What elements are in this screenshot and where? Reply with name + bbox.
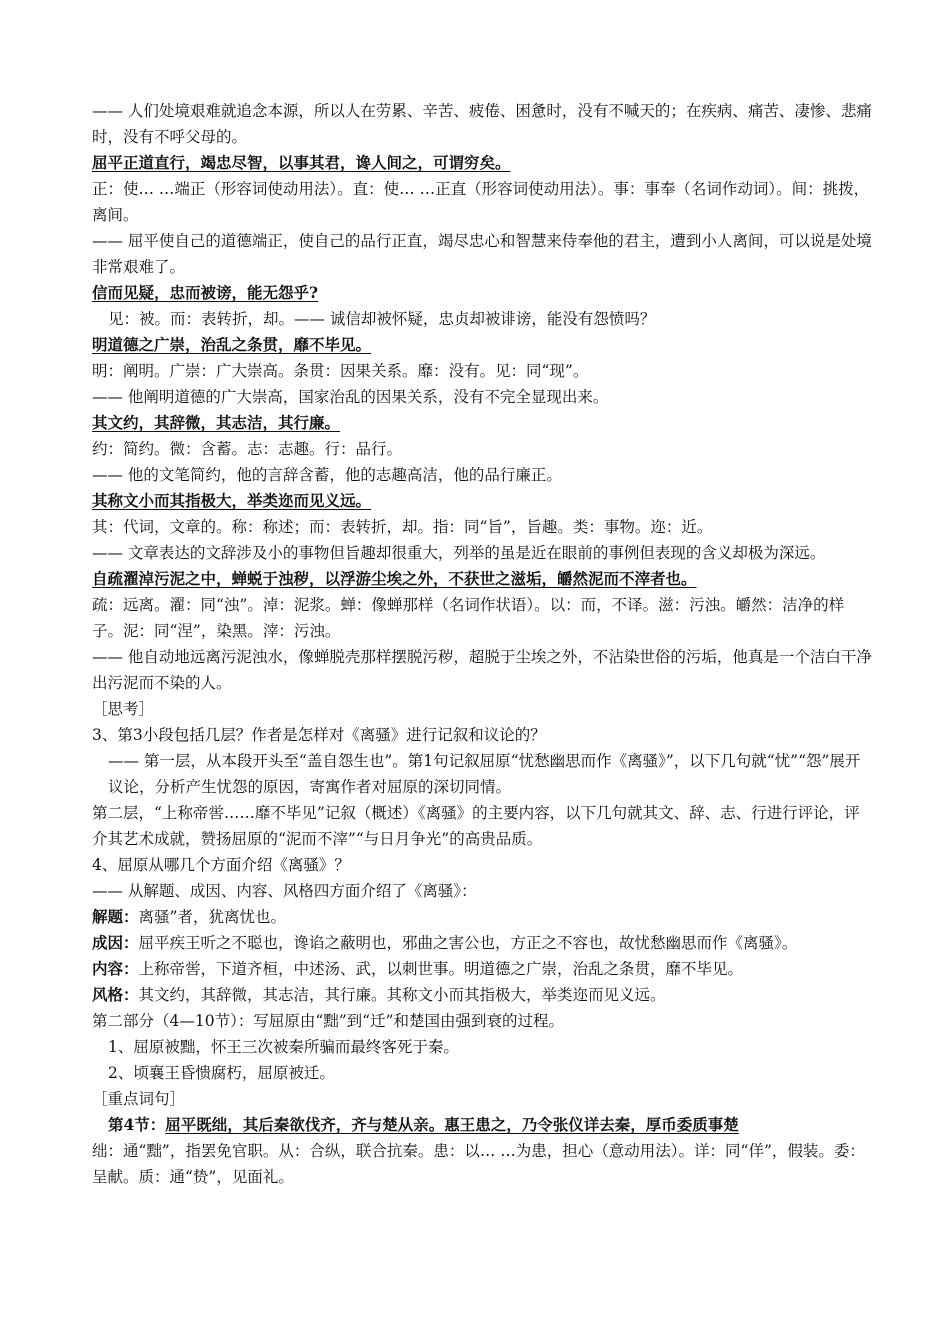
text-line: 第二层，“上称帝喾……靡不毕见”记叙（概述）《离骚》的主要内容，以下几句就其文、辞、志、行进行评论，评介其艺术成就，赞扬屈原的“泥而不滓”“与日月争光”的高贵品质。 [92, 804, 860, 848]
text-line: —— 屈平使自己的道德端正，使自己的品行正直，竭尽忠心和智慧来侍奉他的君主，遭到小人离间，可以说是处境非常艰难了。 [92, 232, 872, 276]
line-text: 其文约，其辞微，其志洁，其行廉。其称文小而其指极大，举类迩而见义远。 [138, 986, 666, 1004]
text-line: ［思考］ [92, 700, 155, 718]
text-line: 疏：远离。濯：同“浊”。淖：泥浆。蝉：像蝉那样（名词作状语）。以：而，不译。滋：污浊。皭然：洁净的样子。泥：同“涅”，染黑。滓：污浊。 [92, 596, 845, 640]
text-line: —— 他阐明道德的广大崇高，国家治乱的因果关系，没有不完全显现出来。 [92, 388, 609, 406]
text-line: ［重点词句］ [92, 1090, 186, 1108]
text-line: 1、屈原被黜，怀王三次被秦所骗而最终客死于秦。 [108, 1038, 459, 1056]
key-sentence: 屈平正道直行，竭忠尽智，以事其君，谗人间之，可谓穷矣。 [92, 153, 511, 172]
key-sentence: 自疏濯淖污泥之中，蝉蜕于浊秽，以浮游尘埃之外，不获世之滋垢，皭然泥而不滓者也。 [92, 569, 697, 588]
line-label: 内容： [92, 959, 139, 978]
line-text: 离骚”者，犹离忧也。 [138, 908, 286, 926]
key-sentence: 其文约，其辞微，其志洁，其行廉。 [92, 413, 341, 432]
key-sentence: 其称文小而其指极大，举类迩而见义远。 [92, 491, 372, 510]
text-line [92, 956, 874, 982]
text-line: —— 他的文笔简约，他的言辞含蓄，他的志趣高洁，他的品行廉正。 [92, 466, 562, 484]
text-line: 绌：通“黜”，指罢免官职。从：合纵，联合抗秦。患：以… …为患，担心（意动用法）。详：同“佯”，假装。委：呈献。质：通“贽”，见面礼。 [92, 1142, 865, 1186]
text-line: —— 人们处境艰难就追念本源，所以人在劳累、辛苦、疲倦、困惫时，没有不喊天的；在疾病、痛苦、凄惨、悲痛时，没有不呼父母的。 [92, 102, 872, 146]
line-label: 风格： [92, 985, 139, 1004]
text-line: —— 文章表达的文辞涉及小的事物但旨趣却很重大，列举的虽是近在眼前的事例但表现的含义却极为深远。 [92, 544, 826, 562]
key-sentence: 信而见疑，忠而被谤，能无怨乎? [92, 283, 319, 302]
line-text: 上称帝喾，下道齐桓，中述汤、武，以刺世事。明道德之广崇，治乱之条贯，靡不毕见。 [138, 960, 744, 978]
line-label: 第4节： [108, 1115, 166, 1134]
line-text: 屈平疾王听之不聪也，谗谄之蔽明也，邪曲之害公也，方正之不容也，故忧愁幽思而作《离骚》。 [138, 934, 798, 952]
text-line: —— 从解题、成因、内容、风格四方面介绍了《离骚》： [92, 882, 477, 900]
text-line [92, 1112, 874, 1138]
text-line: 3、第3小段包括几层？作者是怎样对《离骚》进行记叙和议论的？ [92, 726, 546, 744]
key-sentence: 屈平既绌，其后秦欲伐齐，齐与楚从亲。惠王患之，乃令张仪详去秦，厚币委质事楚 [165, 1115, 739, 1134]
text-line: 正：使… …端正（形容词使动用法）。直：使… …正直（形容词使动用法）。事：事奉（名词作动词）。间：挑拨，离间。 [92, 180, 870, 224]
text-line: 其：代词，文章的。称：称述；而：表转折，却。指：同“旨”，旨趣。类：事物。迩：近。 [92, 518, 713, 536]
key-sentence: 明道德之广崇，治乱之条贯，靡不毕见。 [92, 335, 372, 354]
text-line [92, 982, 874, 1008]
text-line: 4、屈原从哪几个方面介绍《离骚》？ [92, 856, 350, 874]
text-line [92, 904, 874, 930]
text-line: —— 第一层，从本段开头至“盖自怨生也”。第1句记叙屈原“忧愁幽思而作《离骚》”，以下几句就“忧”“怨”展开议论，分析产生忧怨的原因，寄寓作者对屈原的深切同情。 [108, 752, 861, 796]
text-line: 见：被。而：表转折，却。—— 诚信却被怀疑，忠贞却被诽谤，能没有怨愤吗？ [108, 310, 656, 328]
text-line: —— 他自动地远离污泥浊水，像蝉脱壳那样摆脱污秽，超脱于尘埃之外，不沾染世俗的污垢，他真是一个洁白干净出污泥而不染的人。 [92, 648, 872, 692]
text-line [92, 930, 874, 956]
text-line: 第二部分（4—10节）：写屈原由“黜”到“迁”和楚国由强到衰的过程。 [92, 1012, 565, 1030]
text-line: 约：简约。微：含蓄。志：志趣。行：品行。 [92, 440, 403, 458]
text-line: 2、顷襄王昏愦腐朽，屈原被迁。 [108, 1064, 335, 1082]
line-label: 成因： [92, 933, 139, 952]
line-label: 解题： [92, 907, 139, 926]
text-line: 明：阐明。广崇：广大崇高。条贯：因果关系。靡：没有。见：同“现”。 [92, 362, 589, 380]
